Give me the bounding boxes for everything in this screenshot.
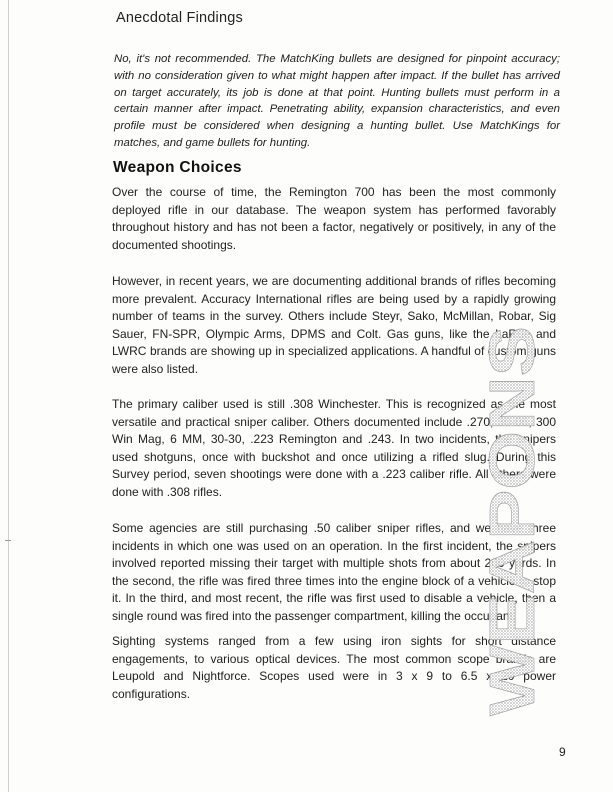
page-number: 9 [559,745,566,759]
paragraph-50-caliber: Some agencies are still purchasing .50 caliber sniper rifles, and we have three incidents in which one was used on an operation. In the first incident, the snipers involved reported missing their target with multiple shots from about 200 yards. In the second, the rifle was fired three times into the engine block of a vehicle to stop it. In the third, and most recent, the rifle was first used to disable a vehicle, then a single round was fired into the passenger compartment, killing the occupant. [112,521,556,623]
section-header: Anecdotal Findings [116,10,243,26]
paragraph-sighting-systems: Sighting systems ranged from a few using iron sights for short distance engagements, to various optical devices. The most common scope brands are Leupold and Nightforce. Scopes used were in 3 x 9 to 6.5 x 20 power configurations. [112,634,556,701]
subheading-weapon-choices: Weapon Choices [113,159,242,176]
binding-margin-line [8,0,9,792]
binding-margin-mark [5,540,11,541]
paragraph-caliber: The primary caliber used is still .308 Winchester. This is recognized as the most versatile and practical sniper caliber. Others documented include .270, 30-06, 300 Win Mag, 6 MM, 30-30, .223 Remington and .243. In two incidents, the snipers used shotguns, once with buckshot and once utilizing a rifled slug. During this Survey period, seven shootings were done with a .223 caliber rifle. All others were done with .308 rifles. [112,397,556,499]
watermark-text: WEAPONS [475,385,548,716]
quoted-answer: No, it's not recommended. The MatchKing bullets are designed for pinpoint accuracy; with no consideration given to what might happen after impact. If the bullet has arrived on target accurately, its job is done at that point. Hunting bullets must perform in a certain manner after impact. Penetrating ability, expansion characteristics, and even profile must be considered when designing a hunting bullet. Use MatchKings for matches, and game bullets for hunting. [114,53,560,149]
paragraph-rifle-brands: However, in recent years, we are documenting additional brands of rifles becoming more prevalent. Accuracy International rifles are being used by a rapidly growing number of teams in the survey. Others include Steyr, Sako, McMillan, Robar, Sig Sauer, FN-SPR, Olympic Arms, DPMS and Colt. Gas guns, like the LaRue and LWRC brands are showing up in specialized applications. A handful of custom guns were also listed. [112,274,556,376]
paragraph-remington: Over the course of time, the Remington 700 has been the most commonly deployed rifle in our database. The weapon system has performed favorably throughout history and has not been a factor, negatively or positively, in any of the documented shootings. [112,185,556,252]
